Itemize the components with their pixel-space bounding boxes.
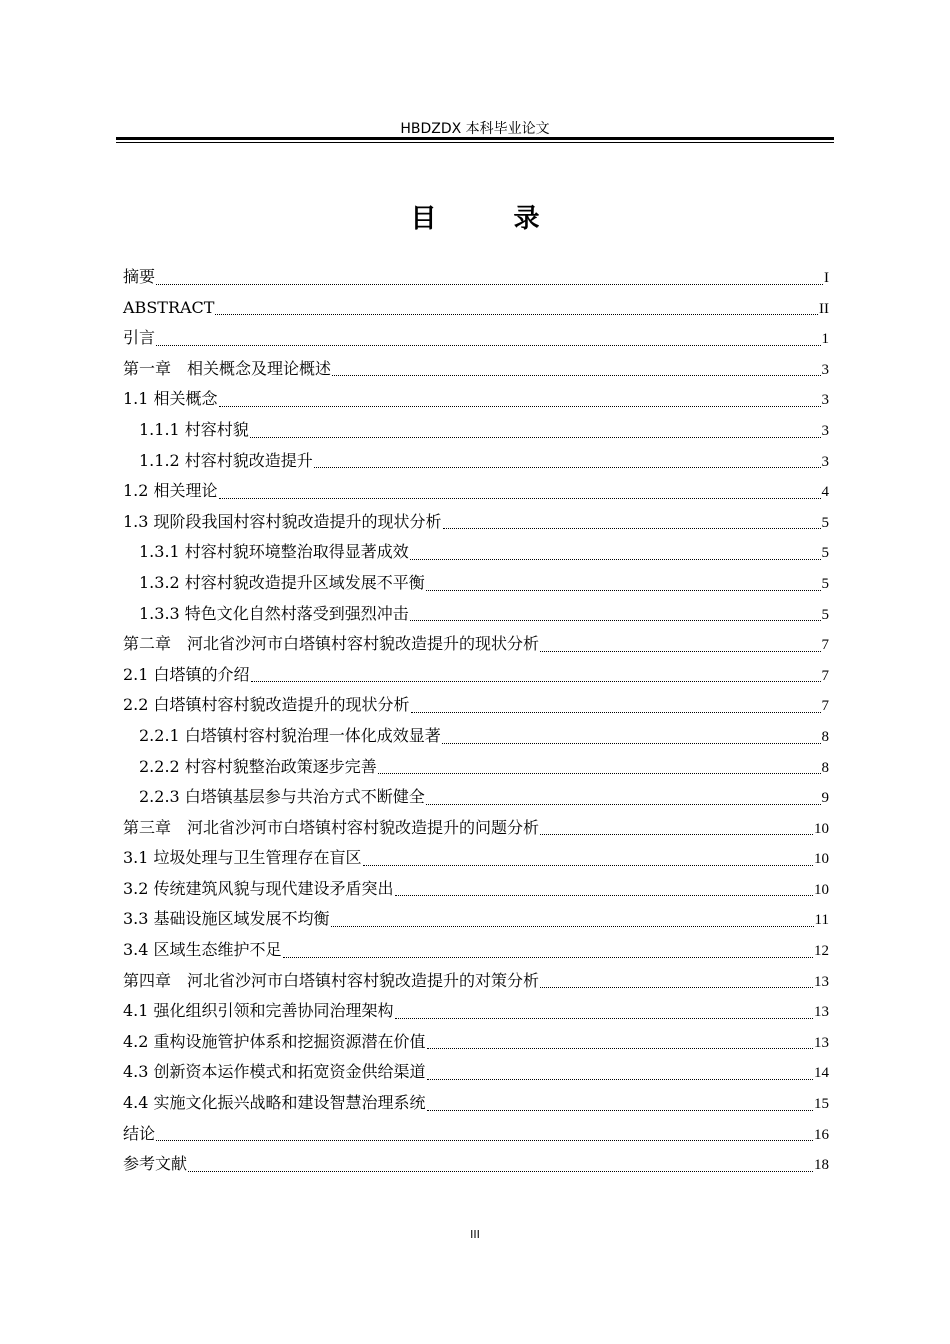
toc-entry-page: 10 [814,881,829,898]
toc-entry-page: 5 [821,514,829,531]
toc-leader-dots [250,436,821,438]
toc-entry-page: 7 [821,667,829,684]
toc-entry-label: 1.1 相关概念 [123,389,218,409]
toc-leader-dots [156,344,820,346]
toc-leader-dots [410,619,821,621]
toc-leader-dots [442,742,821,744]
toc-entry[interactable] [123,782,829,813]
toc-entry-page: 9 [821,790,829,807]
toc-entry-label: ABSTRACT [123,297,215,317]
toc-entry[interactable] [123,1088,829,1119]
toc-entry-label: 2.2.3 白塔镇基层参与共治方式不断健全 [139,787,425,807]
toc-leader-dots [378,772,821,774]
toc-entry[interactable] [123,568,829,599]
toc-entry-page: II [819,300,829,317]
toc-entry[interactable] [123,507,829,538]
toc-leader-dots [331,925,814,927]
toc-leader-dots [443,527,821,529]
toc-leader-dots [215,313,818,315]
toc-entry[interactable] [123,629,829,660]
toc-leader-dots [427,1047,813,1049]
toc-entry[interactable] [123,690,829,721]
toc-entry[interactable] [123,1119,829,1150]
toc-entry-label: 1.2 相关理论 [123,481,218,501]
toc-entry[interactable] [123,384,829,415]
toc-entry[interactable] [123,1149,829,1180]
table-of-contents [123,262,829,1180]
toc-entry-label: 第二章 河北省沙河市白塔镇村容村貌改造提升的现状分析 [123,634,540,654]
toc-entry-page: 8 [821,759,829,776]
toc-entry-page: 5 [821,606,829,623]
toc-entry-page: 15 [814,1096,829,1113]
toc-entry-label: 3.2 传统建筑风貌与现代建设矛盾突出 [123,878,394,898]
toc-entry-page: 5 [821,575,829,592]
toc-entry[interactable] [123,813,829,844]
toc-entry[interactable] [123,904,829,935]
toc-entry-label: 2.2 白塔镇村容村貌改造提升的现状分析 [123,695,410,715]
toc-entry-page: 13 [814,1034,829,1051]
toc-entry-page: 13 [814,973,829,990]
toc-entry-label: 1.1.2 村容村貌改造提升 [139,450,313,470]
toc-entry[interactable] [123,721,829,752]
toc-entry[interactable] [123,874,829,905]
toc-leader-dots [395,1017,813,1019]
toc-entry-label: 1.3.3 特色文化自然村落受到强烈冲击 [139,603,409,623]
page-header-title: HBDZDX 本科毕业论文 [400,121,550,137]
footer-page-number: III [470,1228,480,1241]
toc-entry-label: 参考文献 [123,1154,188,1174]
toc-entry[interactable] [123,1057,829,1088]
toc-entry[interactable] [123,262,829,293]
toc-leader-dots [219,497,821,499]
toc-leader-dots [283,956,813,958]
toc-entry-page: 1 [821,331,829,348]
toc-entry-label: 4.4 实施文化振兴战略和建设智慧治理系统 [123,1093,426,1113]
toc-leader-dots [427,1078,813,1080]
toc-entry[interactable] [123,843,829,874]
toc-leader-dots [363,864,813,866]
toc-entry[interactable] [123,660,829,691]
toc-entry-page: 3 [821,361,829,378]
toc-leader-dots [395,894,813,896]
toc-entry-label: 4.2 重构设施管护体系和挖掘资源潜在价值 [123,1031,426,1051]
toc-entry-page: 13 [814,1004,829,1021]
toc-leader-dots [427,1109,813,1111]
toc-leader-dots [332,374,820,376]
toc-entry-label: 第一章 相关概念及理论概述 [123,358,332,378]
toc-leader-dots [156,1139,813,1141]
toc-entry-page: 4 [821,484,829,501]
header-rule-thin [116,142,834,143]
toc-entry[interactable] [123,446,829,477]
toc-leader-dots [410,558,821,560]
toc-entry-page: 3 [821,392,829,409]
toc-leader-dots [219,405,821,407]
toc-entry[interactable] [123,599,829,630]
toc-entry-page: 8 [821,728,829,745]
toc-entry-label: 4.1 强化组织引领和完善协同治理架构 [123,1001,394,1021]
toc-title: 目 录 [410,204,574,234]
toc-entry-page: 10 [814,851,829,868]
toc-entry-label: 1.3.2 村容村貌改造提升区域发展不平衡 [139,572,425,592]
toc-entry-page: 3 [821,422,829,439]
toc-entry-label: 3.1 垃圾处理与卫生管理存在盲区 [123,848,362,868]
toc-entry[interactable] [123,752,829,783]
toc-entry[interactable] [123,537,829,568]
toc-entry-label: 2.2.1 白塔镇村容村貌治理一体化成效显著 [139,725,441,745]
toc-entry-page: 10 [814,820,829,837]
toc-entry[interactable] [123,354,829,385]
toc-entry-label: 3.4 区域生态维护不足 [123,940,282,960]
toc-entry-page: 7 [821,698,829,715]
toc-entry[interactable] [123,1027,829,1058]
toc-entry-page: I [824,270,829,286]
toc-leader-dots [426,589,821,591]
toc-entry-label: 引言 [123,328,156,348]
toc-entry[interactable] [123,415,829,446]
toc-entry[interactable] [123,935,829,966]
toc-leader-dots [314,466,821,468]
toc-entry-label: 2.1 白塔镇的介绍 [123,664,250,684]
toc-entry-label: 2.2.2 村容村貌整治政策逐步完善 [139,756,377,776]
toc-leader-dots [251,680,821,682]
header-rule-thick [116,137,834,140]
toc-entry-label: 1.1.1 村容村貌 [139,419,249,439]
toc-entry[interactable] [123,293,829,324]
toc-entry-page: 16 [814,1126,829,1143]
toc-entry-label: 4.3 创新资本运作模式和拓宽资金供给渠道 [123,1062,426,1082]
toc-entry-page: 11 [814,912,829,929]
toc-entry-label: 3.3 基础设施区域发展不均衡 [123,909,330,929]
toc-entry-label: 1.3.1 村容村貌环境整治取得显著成效 [139,542,409,562]
toc-entry-page: 5 [821,545,829,562]
toc-entry-label: 结论 [123,1123,156,1143]
toc-leader-dots [156,283,823,285]
toc-entry-page: 12 [814,943,829,960]
toc-entry[interactable] [123,996,829,1027]
toc-leader-dots [188,1170,813,1172]
toc-entry-label: 1.3 现阶段我国村容村貌改造提升的现状分析 [123,511,442,531]
toc-entry-label: 第四章 河北省沙河市白塔镇村容村貌改造提升的对策分析 [123,970,540,990]
toc-leader-dots [411,711,821,713]
toc-entry-label: 摘要 [123,267,156,286]
toc-entry-page: 14 [814,1065,829,1082]
toc-entry[interactable] [123,476,829,507]
toc-entry[interactable] [123,323,829,354]
toc-entry-page: 3 [821,453,829,470]
toc-leader-dots [540,833,813,835]
toc-entry-page: 7 [821,637,829,654]
toc-leader-dots [540,650,820,652]
toc-entry-label: 第三章 河北省沙河市白塔镇村容村貌改造提升的问题分析 [123,817,540,837]
toc-leader-dots [426,803,821,805]
toc-leader-dots [540,986,813,988]
toc-entry-page: 18 [814,1157,829,1174]
toc-entry[interactable] [123,966,829,997]
